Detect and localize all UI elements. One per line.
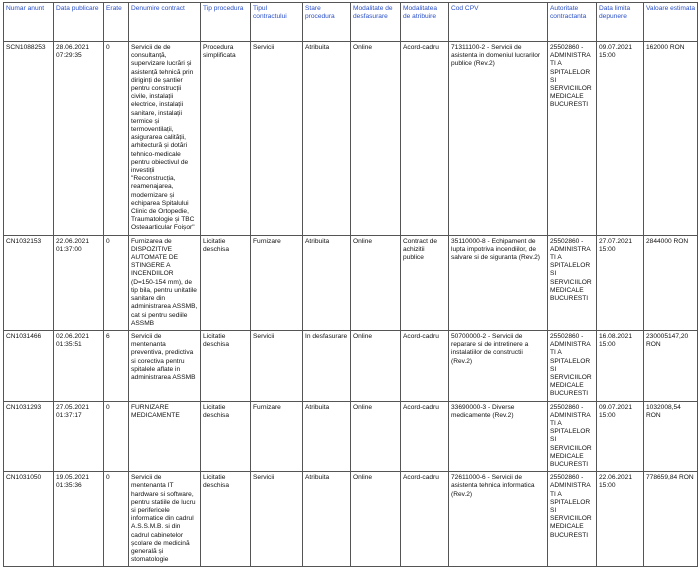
cell-numar-anunt: CN1031466 — [4, 330, 54, 401]
table-row — [4, 472, 698, 567]
cell-modalitatea-atribuire: Acord-cadru — [401, 472, 449, 567]
cell-stare-procedura: Atribuita — [303, 42, 351, 236]
cell-stare-procedura: Atribuita — [303, 472, 351, 567]
cell-data-limita-depunere: 27.07.2021 15:00 — [597, 235, 644, 330]
header-valoare-estimata: Valoare estimata — [644, 3, 698, 42]
cell-denumire-contract: Servicii de de consultanță, supervizare lucrări și asistență tehnică prin diriginți de șantier pentru construcții civile, instalații electrice, instalații sanitare, instalații termice și termoventilații, asigurarea calității, arhitectură și dotări tehnico-medicale pentru obiectivul de investiții "Reconstrucția, reamenajarea, modernizare și echiparea Spitalului Clinic de Ortopedie, Traumatologie și TBC Osteaarticular Foișor" — [129, 42, 201, 236]
cell-cod-cpv: 71311100-2 - Servicii de asistenta in domeniul lucrarilor publice (Rev.2) — [449, 42, 548, 236]
cell-data-limita-depunere: 09.07.2021 15:00 — [597, 42, 644, 236]
cell-modalitatea-atribuire: Acord-cadru — [401, 42, 449, 236]
cell-erate: 6 — [104, 330, 129, 401]
cell-numar-anunt: SCN1088253 — [4, 42, 54, 236]
cell-stare-procedura: In desfasurare — [303, 330, 351, 401]
cell-erate: 0 — [104, 42, 129, 236]
cell-tipul-contractului: Furnizare — [251, 235, 303, 330]
cell-modalitate-desfasurare: Online — [351, 472, 401, 567]
cell-autoritate-contractanta: 25502860 - ADMINISTRATI A SPITALELOR SI SERVICIILOR MEDICALE BUCURESTI — [548, 42, 597, 236]
table-row — [4, 330, 698, 401]
cell-modalitatea-atribuire: Acord-cadru — [401, 401, 449, 472]
cell-data-publicare: 22.06.2021 01:37:00 — [54, 235, 104, 330]
cell-valoare-estimata: 162000 RON — [644, 42, 698, 236]
cell-stare-procedura: Atribuita — [303, 235, 351, 330]
cell-valoare-estimata: 1032008,54 RON — [644, 401, 698, 472]
cell-cod-cpv: 50700000-2 - Servicii de reparare si de intretinere a instalatiilor de constructii (Rev.2) — [449, 330, 548, 401]
cell-autoritate-contractanta: 25502860 - ADMINISTRATI A SPITALELOR SI SERVICIILOR MEDICALE BUCURESTI — [548, 472, 597, 567]
cell-autoritate-contractanta: 25502860 - ADMINISTRATI A SPITALELOR SI SERVICIILOR MEDICALE BUCURESTI — [548, 401, 597, 472]
cell-erate: 0 — [104, 401, 129, 472]
table-body — [4, 42, 698, 567]
header-data-limita-depunere: Data limita depunere — [597, 3, 644, 42]
cell-tip-procedura: Licitatie deschisa — [201, 401, 251, 472]
cell-modalitate-desfasurare: Online — [351, 330, 401, 401]
cell-autoritate-contractanta: 25502860 - ADMINISTRATI A SPITALELOR SI SERVICIILOR MEDICALE BUCURESTI — [548, 235, 597, 330]
header-modalitatea-atribuire: Modalitatea de atribuire — [401, 3, 449, 42]
header-autoritate-contractanta: Autoritate contractanta — [548, 3, 597, 42]
header-row — [4, 3, 698, 42]
cell-tip-procedura: Licitatie deschisa — [201, 472, 251, 567]
cell-tipul-contractului: Servicii — [251, 472, 303, 567]
cell-data-limita-depunere: 09.07.2021 15:00 — [597, 401, 644, 472]
cell-data-publicare: 02.06.2021 01:35:51 — [54, 330, 104, 401]
header-denumire-contract: Denumire contract — [129, 3, 201, 42]
cell-tip-procedura: Procedura simplificata — [201, 42, 251, 236]
cell-numar-anunt: CN1032153 — [4, 235, 54, 330]
cell-data-limita-depunere: 22.06.2021 15:00 — [597, 472, 644, 567]
cell-modalitate-desfasurare: Online — [351, 42, 401, 236]
cell-denumire-contract: FURNIZARE MEDICAMENTE — [129, 401, 201, 472]
header-erate: Erate — [104, 3, 129, 42]
table-row — [4, 42, 698, 236]
cell-numar-anunt: CN1031293 — [4, 401, 54, 472]
cell-cod-cpv: 35110000-8 - Echipament de lupta impotriva incendiilor, de salvare si de siguranta (Rev.2) — [449, 235, 548, 330]
cell-tipul-contractului: Servicii — [251, 330, 303, 401]
cell-erate: 0 — [104, 235, 129, 330]
table-row — [4, 401, 698, 472]
cell-valoare-estimata: 230005147,20 RON — [644, 330, 698, 401]
cell-cod-cpv: 33690000-3 - Diverse medicamente (Rev.2) — [449, 401, 548, 472]
cell-modalitate-desfasurare: Online — [351, 401, 401, 472]
table-row — [4, 235, 698, 330]
cell-valoare-estimata: 778659,84 RON — [644, 472, 698, 567]
cell-cod-cpv: 72611000-6 - Servicii de asistenta tehnica informatica (Rev.2) — [449, 472, 548, 567]
cell-modalitatea-atribuire: Acord-cadru — [401, 330, 449, 401]
cell-autoritate-contractanta: 25502860 - ADMINISTRATI A SPITALELOR SI SERVICIILOR MEDICALE BUCURESTI — [548, 330, 597, 401]
header-tipul-contractului: Tipul contractului — [251, 3, 303, 42]
procurement-table — [3, 2, 698, 567]
table-header — [4, 3, 698, 42]
cell-modalitate-desfasurare: Online — [351, 235, 401, 330]
cell-data-publicare: 27.05.2021 01:37:17 — [54, 401, 104, 472]
header-numar-anunt: Numar anunt — [4, 3, 54, 42]
cell-data-limita-depunere: 16.08.2021 15:00 — [597, 330, 644, 401]
header-stare-procedura: Stare procedura — [303, 3, 351, 42]
header-cod-cpv: Cod CPV — [449, 3, 548, 42]
cell-valoare-estimata: 2844000 RON — [644, 235, 698, 330]
cell-denumire-contract: Furnizarea de DISPOZITIVE AUTOMATE DE STINGERE A INCENDIILOR (D=150-154 mm), de tip bila, pentru unitatile sanitare din administrarea ASSMB, cat si pentru sediile ASSMB — [129, 235, 201, 330]
cell-erate: 0 — [104, 472, 129, 567]
cell-tipul-contractului: Furnizare — [251, 401, 303, 472]
cell-tip-procedura: Licitatie deschisa — [201, 330, 251, 401]
cell-data-publicare: 28.06.2021 07:29:35 — [54, 42, 104, 236]
header-modalitate-desfasurare: Modalitate de desfasurare — [351, 3, 401, 42]
cell-data-publicare: 19.05.2021 01:35:36 — [54, 472, 104, 567]
header-data-publicare: Data publicare — [54, 3, 104, 42]
cell-numar-anunt: CN1031050 — [4, 472, 54, 567]
cell-modalitatea-atribuire: Contract de achizitii publice — [401, 235, 449, 330]
cell-denumire-contract: Servicii de mentenanta preventiva, predictiva si corectiva pentru spitalele aflate in administrarea ASSMB — [129, 330, 201, 401]
cell-tipul-contractului: Servicii — [251, 42, 303, 236]
cell-tip-procedura: Licitatie deschisa — [201, 235, 251, 330]
cell-denumire-contract: Servicii de mentenanta IT hardware si software, pentru statiile de lucru si perifericele informatice din cadrul A.S.S.M.B. si din cadrul cabinetelor școlare de medicină generală și stomatologie — [129, 472, 201, 567]
header-tip-procedura: Tip procedura — [201, 3, 251, 42]
cell-stare-procedura: Atribuita — [303, 401, 351, 472]
